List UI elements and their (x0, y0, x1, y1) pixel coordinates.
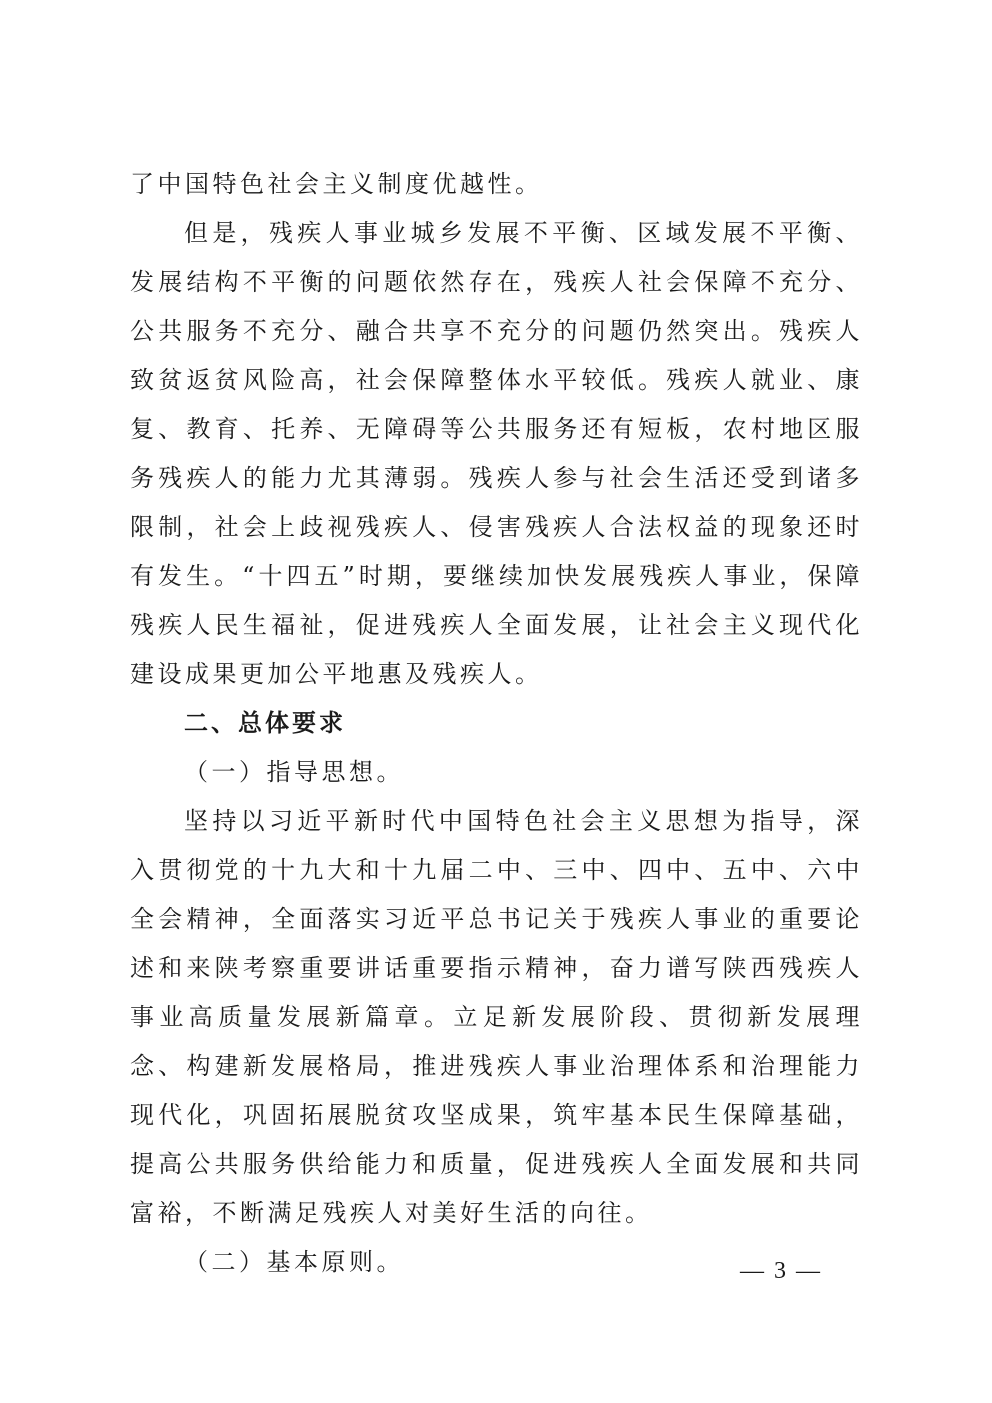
subheading-basic-principles: （二）基本原则。 (184, 1248, 404, 1276)
subheading-guiding-thought: （一）指导思想。 (184, 758, 404, 786)
section-heading-general-requirements: 二、总体要求 (184, 709, 346, 737)
paragraph-continuation: 了中国特色社会主义制度优越性。 (130, 170, 543, 198)
paragraph-problems: 但是，残疾人事业城乡发展不平衡、区域发展不平衡、发展结构不平衡的问题依然存在，残疾人社会保障不充分、公共服务不充分、融合共享不充分的问题仍然突出。残疾人致贫返贫风险高，社会保障整体水平较低。残疾人就业、康复、教育、托养、无障碍等公共服务还有短板，农村地区服务残疾人的能力尤其薄弱。残疾人参与社会生活还受到诸多限制，社会上歧视残疾人、侵害残疾人合法权益的现象还时有发生。“十四五”时期，要继续加快发展残疾人事业，保障残疾人民生福祉，促进残疾人全面发展，让社会主义现代化建设成果更加公平地惠及残疾人。 (130, 219, 863, 688)
paragraph-guiding-thought: 坚持以习近平新时代中国特色社会主义思想为指导，深入贯彻党的十九大和十九届二中、三中、四中、五中、六中全会精神，全面落实习近平总书记关于残疾人事业的重要论述和来陕考察重要讲话重要指示精神，奋力谱写陕西残疾人事业高质量发展新篇章。立足新发展阶段、贯彻新发展理念、构建新发展格局，推进残疾人事业治理体系和治理能力现代化，巩固拓展脱贫攻坚成果，筑牢基本民生保障基础，提高公共服务供给能力和质量，促进残疾人全面发展和共同富裕，不断满足残疾人对美好生活的向往。 (130, 807, 863, 1227)
page-number: — 3 — (740, 1258, 822, 1284)
document-body (130, 160, 863, 1287)
